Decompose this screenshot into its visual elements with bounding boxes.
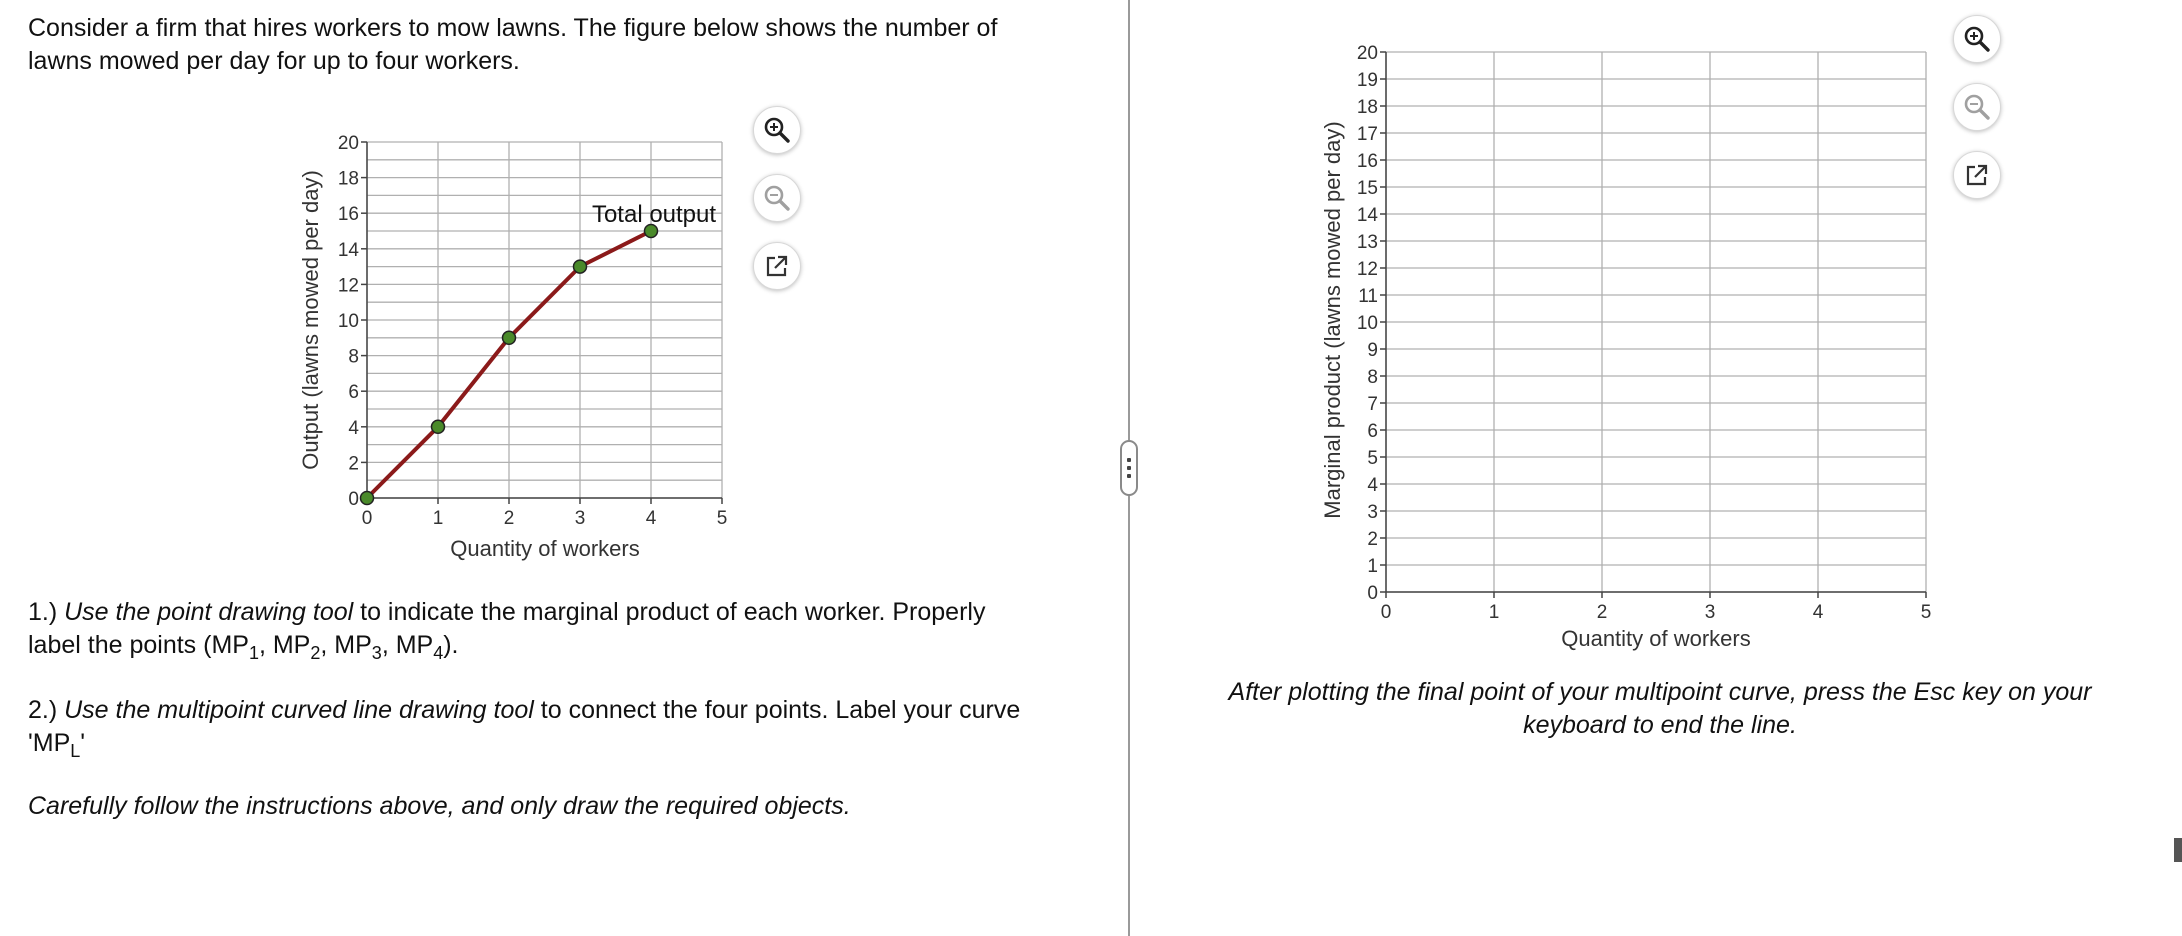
y-tick-label: 5 — [1367, 448, 1378, 469]
y-tick-label: 2 — [1367, 529, 1378, 550]
left-zoom-in-button[interactable] — [753, 106, 801, 154]
y-tick-label: 19 — [1356, 70, 1378, 91]
left-popout-button[interactable] — [753, 242, 801, 290]
y-tick-label: 17 — [1356, 124, 1378, 145]
x-tick-label: 0 — [1380, 602, 1392, 623]
intro-line-1: Consider a firm that hires workers to mow lawns. The figure below shows the number of — [28, 14, 998, 42]
instruction-1: 1.) Use the point drawing tool to indicate the marginal product of each worker. Properly label the points ($MP_1$, $MP_2$, $MP_3$, $MP_4$). — [28, 598, 986, 663]
y-tick-label: 18 — [1356, 97, 1378, 118]
intro-line-2: lawns mowed per day for up to four workers. — [28, 47, 520, 75]
total-output-point — [432, 420, 445, 433]
left-zoom-out-button[interactable] — [753, 174, 801, 222]
zoom-in-icon — [762, 115, 792, 145]
right-chart-x-axis-label: Quantity of workers — [1561, 626, 1751, 651]
left-chart-y-axis-label: Output (lawns mowed per day) — [298, 170, 323, 470]
x-tick-label: 5 — [716, 508, 728, 529]
y-tick-label: 0 — [348, 489, 359, 510]
popout-icon — [1963, 161, 1991, 189]
y-tick-label: 12 — [1356, 259, 1378, 280]
y-tick-label: 6 — [1367, 421, 1378, 442]
x-tick-label: 3 — [574, 508, 586, 529]
y-tick-label: 9 — [1367, 340, 1378, 361]
y-tick-label: 7 — [1367, 394, 1378, 415]
zoom-out-icon — [1962, 92, 1992, 122]
x-tick-label: 1 — [432, 508, 444, 529]
x-tick-label: 2 — [503, 508, 515, 529]
total-output-point — [574, 260, 587, 273]
right-zoom-in-button[interactable] — [1953, 15, 2001, 63]
y-tick-label: 13 — [1356, 232, 1378, 253]
y-tick-label: 1 — [1367, 556, 1378, 577]
right-chart-note: After plotting the final point of your multipoint curve, press the Esc key on your keyboard to end the line. — [1228, 678, 2092, 739]
x-tick-label: 3 — [1704, 602, 1716, 623]
y-tick-label: 4 — [348, 417, 359, 439]
right-zoom-out-button[interactable] — [1953, 83, 2001, 131]
scroll-edge-mark — [2174, 838, 2182, 862]
right-chart-ticks — [1357, 43, 1931, 623]
zoom-in-icon — [1962, 24, 1992, 54]
y-tick-label: 18 — [337, 168, 359, 190]
y-tick-label: 4 — [1367, 475, 1378, 496]
right-popout-button[interactable] — [1953, 151, 2001, 199]
y-tick-label: 20 — [1356, 43, 1378, 64]
popout-icon — [763, 252, 791, 280]
x-tick-label: 4 — [1812, 602, 1824, 623]
total-output-point — [503, 331, 516, 344]
y-tick-label: 6 — [348, 382, 359, 404]
y-tick-label: 14 — [337, 239, 359, 261]
instruction-3: Carefully follow the instructions above, and only draw the required objects. — [28, 792, 851, 820]
y-tick-label: 10 — [337, 311, 359, 332]
y-tick-label: 8 — [348, 346, 359, 368]
x-tick-label: 2 — [1596, 602, 1608, 623]
y-tick-label: 8 — [1367, 367, 1378, 388]
instruction-2: 2.) Use the multipoint curved line drawing tool to connect the four points. Label your curve '$MP_L$' — [28, 696, 1021, 761]
marginal-product-chart[interactable] — [1300, 20, 2000, 670]
y-tick-label: 3 — [1367, 502, 1378, 523]
divider-drag-handle[interactable] — [1120, 440, 1138, 496]
y-tick-label: 10 — [1356, 313, 1378, 334]
y-tick-label: 15 — [1356, 178, 1378, 199]
right-chart-y-axis-label: Marginal product (lawns mowed per day) — [1320, 121, 1345, 519]
y-tick-label: 16 — [1356, 151, 1378, 172]
y-tick-label: 16 — [337, 204, 359, 226]
y-tick-label: 14 — [1356, 205, 1378, 226]
y-tick-label: 0 — [1367, 583, 1378, 604]
x-tick-label: 5 — [1920, 602, 1932, 623]
left-chart-x-axis-label: Quantity of workers — [450, 536, 640, 561]
right-chart-grid — [1386, 52, 1926, 592]
x-tick-label: 4 — [645, 508, 657, 529]
total-output-chart — [0, 0, 1128, 580]
total-output-label: Total output — [591, 201, 717, 228]
y-tick-label: 2 — [348, 453, 359, 475]
total-output-point — [361, 492, 374, 505]
y-tick-label: 11 — [1358, 286, 1378, 307]
y-tick-label: 20 — [337, 133, 359, 154]
x-tick-label: 1 — [1488, 602, 1500, 623]
x-tick-label: 0 — [361, 508, 373, 529]
y-tick-label: 12 — [337, 275, 359, 297]
zoom-out-icon — [762, 183, 792, 213]
